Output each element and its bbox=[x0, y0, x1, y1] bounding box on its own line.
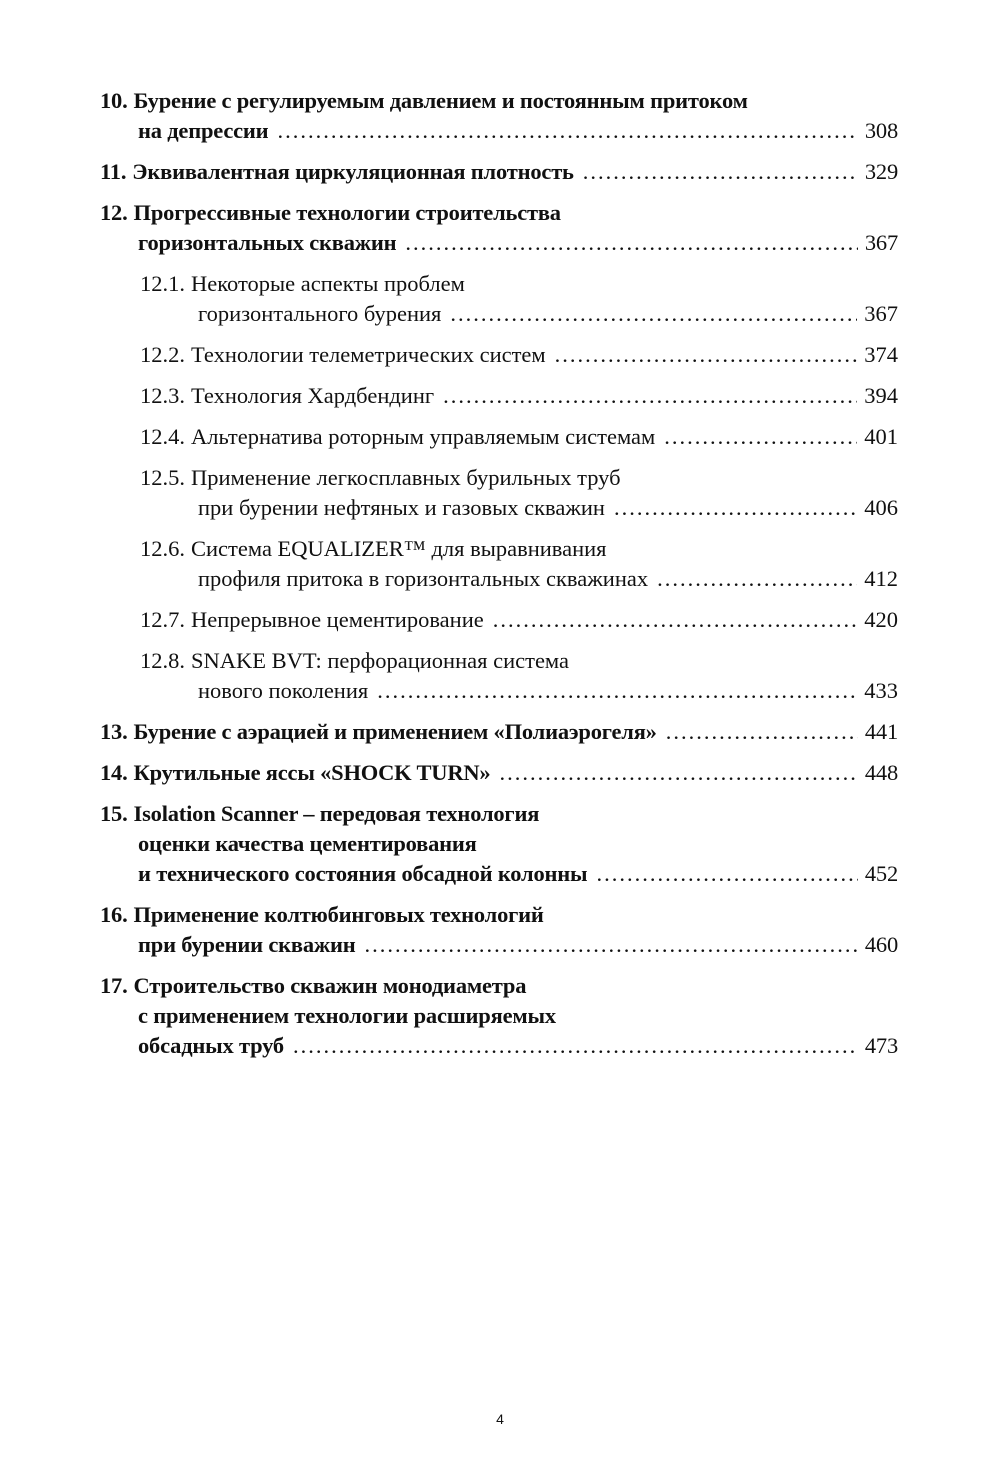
entry-title: SNAKE BVT: перфорационная система bbox=[191, 648, 570, 673]
page-number: 374 bbox=[864, 342, 898, 367]
entry-number: 12. bbox=[100, 200, 128, 225]
entry-number: 13. bbox=[100, 719, 128, 744]
entry-title-cont: и технического состояния обсадной колонны bbox=[138, 861, 588, 886]
entry-title: Эквивалентная циркуляционная плотность bbox=[132, 159, 574, 184]
entry-title: Технологии телеметрических систем bbox=[191, 342, 546, 367]
page-number: 401 bbox=[864, 424, 898, 449]
toc-entry-15[interactable] bbox=[100, 799, 898, 889]
toc-entry-12-3[interactable] bbox=[100, 381, 898, 411]
dot-leader bbox=[499, 758, 857, 788]
page-number: 433 bbox=[864, 678, 898, 703]
toc-entry-12-5[interactable] bbox=[100, 463, 898, 523]
entry-title: Бурение с регулируемым давлением и постоянным притоком bbox=[133, 88, 748, 113]
entry-title: Бурение с аэрацией и применением «Полиаэрогеля» bbox=[133, 719, 657, 744]
entry-number: 12.6. bbox=[140, 536, 185, 561]
page-number: 412 bbox=[864, 566, 898, 591]
toc-entry-13[interactable] bbox=[100, 717, 898, 747]
page-number: 460 bbox=[864, 932, 898, 957]
entry-number: 10. bbox=[100, 88, 128, 113]
entry-title: Непрерывное цементирование bbox=[191, 607, 484, 632]
entry-number: 12.7. bbox=[140, 607, 185, 632]
toc-entry-17[interactable] bbox=[100, 971, 898, 1061]
page-number: 329 bbox=[864, 159, 898, 184]
entry-title: Система EQUALIZER™ для выравнивания bbox=[191, 536, 607, 561]
toc-entry-11[interactable] bbox=[100, 157, 898, 187]
page-footer-number: 4 bbox=[496, 1411, 504, 1427]
entry-number: 11. bbox=[100, 159, 127, 184]
toc-entry-12-1[interactable] bbox=[100, 269, 898, 329]
entry-number: 12.1. bbox=[140, 271, 185, 296]
page-number: 448 bbox=[864, 760, 898, 785]
dot-leader bbox=[365, 930, 858, 960]
entry-number: 12.4. bbox=[140, 424, 185, 449]
toc-entry-12-6[interactable] bbox=[100, 534, 898, 594]
page-number: 394 bbox=[864, 383, 898, 408]
dot-leader bbox=[555, 340, 858, 370]
dot-leader bbox=[277, 116, 857, 146]
entry-number: 14. bbox=[100, 760, 128, 785]
entry-number: 15. bbox=[100, 801, 128, 826]
entry-title: Прогрессивные технологии строительства bbox=[133, 200, 561, 225]
page-number: 367 bbox=[864, 301, 898, 326]
toc-entry-12-4[interactable] bbox=[100, 422, 898, 452]
entry-title: Строительство скважин монодиаметра bbox=[133, 973, 527, 998]
entry-title: Крутильные яссы «SHOCK TURN» bbox=[133, 760, 491, 785]
entry-title: Технология Хардбендинг bbox=[191, 383, 435, 408]
dot-leader bbox=[664, 422, 857, 452]
entry-title-cont: профиля притока в горизонтальных скважинах bbox=[198, 566, 649, 591]
page-number: 420 bbox=[864, 607, 898, 632]
entry-title-cont: нового поколения bbox=[198, 678, 369, 703]
dot-leader bbox=[493, 605, 858, 635]
entry-number: 12.8. bbox=[140, 648, 185, 673]
entry-title: Некоторые аспекты проблем bbox=[191, 271, 465, 296]
entry-title-cont: при бурении скважин bbox=[138, 932, 356, 957]
entry-title: Альтернатива роторным управляемым системам bbox=[191, 424, 656, 449]
page-number: 406 bbox=[864, 495, 898, 520]
toc-entry-12-2[interactable] bbox=[100, 340, 898, 370]
dot-leader bbox=[405, 228, 857, 258]
page-number: 452 bbox=[864, 861, 898, 886]
dot-leader bbox=[657, 564, 857, 594]
entry-number: 12.3. bbox=[140, 383, 185, 408]
entry-number: 17. bbox=[100, 973, 128, 998]
entry-title: Применение легкосплавных бурильных труб bbox=[191, 465, 621, 490]
dot-leader bbox=[666, 717, 858, 747]
entry-title-cont: горизонтального бурения bbox=[198, 301, 442, 326]
entry-title: Применение колтюбинговых технологий bbox=[133, 902, 544, 927]
entry-title-cont: при бурении нефтяных и газовых скважин bbox=[198, 495, 605, 520]
toc-entry-12-7[interactable] bbox=[100, 605, 898, 635]
entry-title-cont: оценки качества цементирования bbox=[138, 831, 477, 856]
page-number: 473 bbox=[864, 1033, 898, 1058]
entry-number: 12.5. bbox=[140, 465, 185, 490]
entry-number: 12.2. bbox=[140, 342, 185, 367]
dot-leader bbox=[443, 381, 857, 411]
entry-title-cont: с применением технологии расширяемых bbox=[138, 1003, 556, 1028]
entry-number: 16. bbox=[100, 902, 128, 927]
table-of-contents bbox=[100, 86, 898, 1072]
dot-leader bbox=[583, 157, 858, 187]
dot-leader bbox=[377, 676, 857, 706]
entry-title-cont: обсадных труб bbox=[138, 1033, 284, 1058]
page-number: 441 bbox=[864, 719, 898, 744]
dot-leader bbox=[293, 1031, 858, 1061]
dot-leader bbox=[450, 299, 857, 329]
entry-title-cont: горизонтальных скважин bbox=[138, 230, 397, 255]
entry-title-cont: на депрессии bbox=[138, 118, 269, 143]
page-number: 367 bbox=[864, 230, 898, 255]
dot-leader bbox=[614, 493, 857, 523]
entry-title: Isolation Scanner – передовая технология bbox=[133, 801, 540, 826]
toc-entry-16[interactable] bbox=[100, 900, 898, 960]
toc-entry-12[interactable] bbox=[100, 198, 898, 258]
page-number: 308 bbox=[864, 118, 898, 143]
toc-entry-14[interactable] bbox=[100, 758, 898, 788]
toc-entry-12-8[interactable] bbox=[100, 646, 898, 706]
dot-leader bbox=[596, 859, 857, 889]
toc-entry-10[interactable] bbox=[100, 86, 898, 146]
